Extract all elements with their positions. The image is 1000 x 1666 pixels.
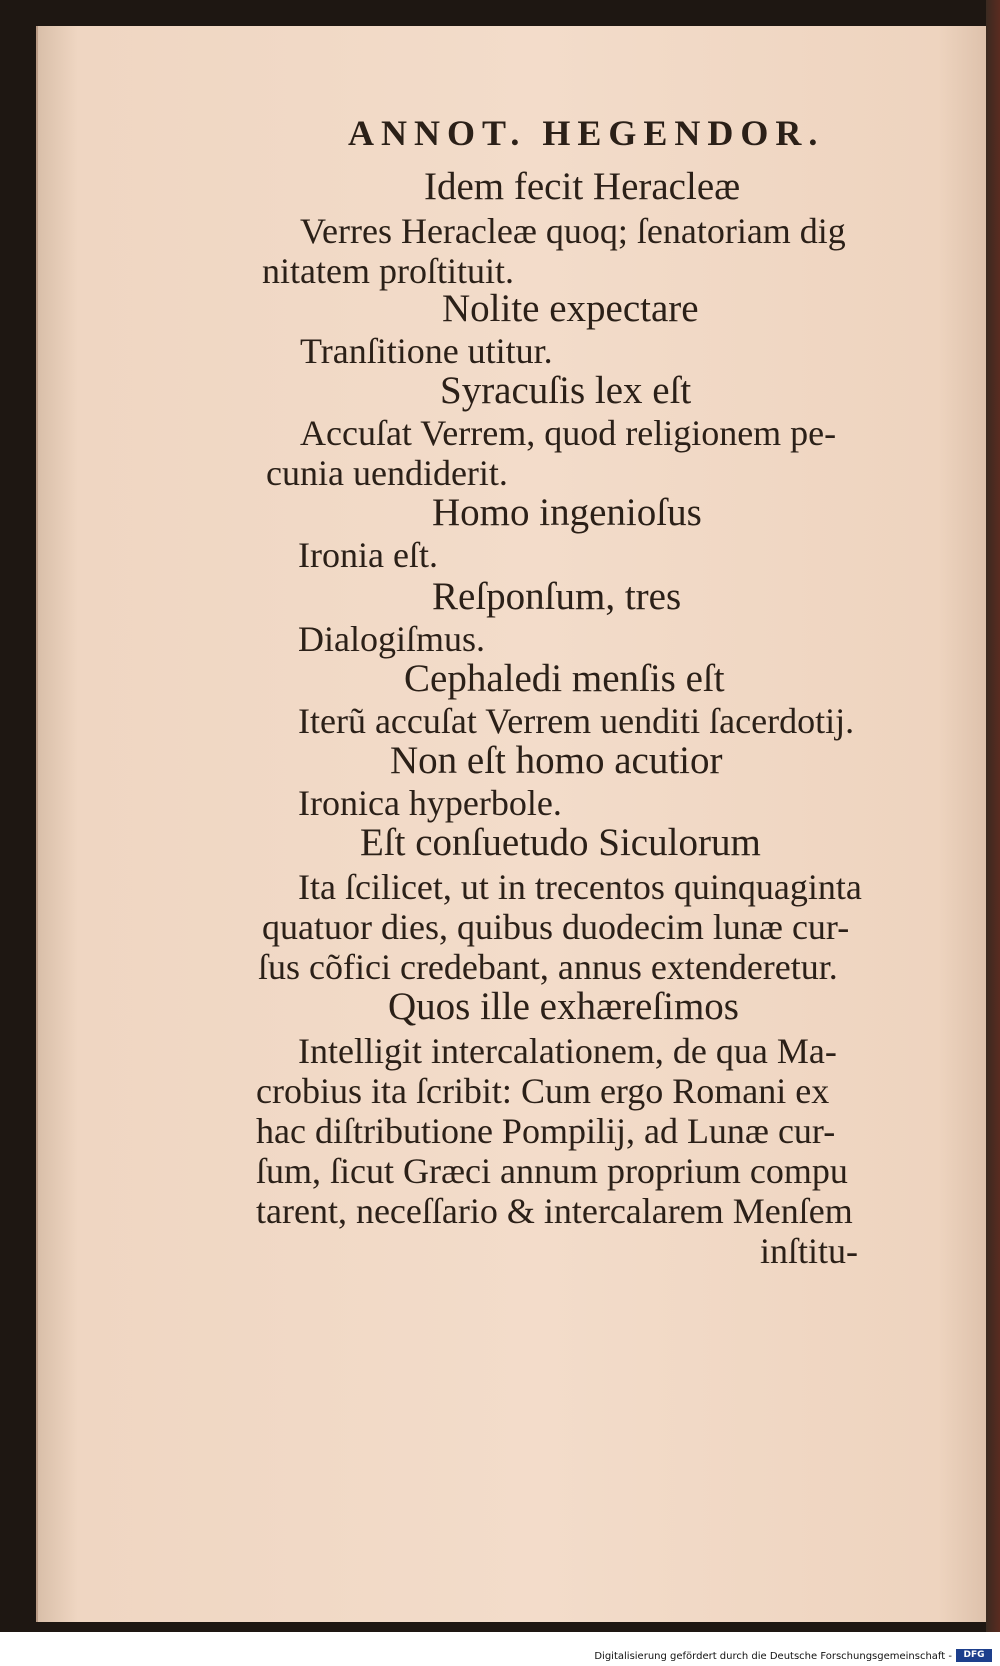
lemma-9: Quos ille exhæreſimos: [388, 985, 739, 1028]
body-line: Dialogiſmus.: [298, 619, 485, 659]
body-line: Accuſat Verrem, quod religionem pe-: [300, 413, 837, 453]
lemma-7: Non eſt homo acutior: [390, 739, 723, 782]
body-line: ſus cõfici credebant, annus extenderetur.: [258, 947, 838, 987]
running-head: ANNOT. HEGENDOR.: [348, 113, 825, 153]
body-line: Ita ſcilicet, ut in trecentos quinquaginta: [298, 867, 862, 907]
body-line: Verres Heracleæ quoq; ſenatoriam dig: [300, 211, 846, 251]
funding-credit: Digitalisierung gefördert durch die Deutsche Forschungsgemeinschaft -: [594, 1651, 952, 1662]
body-line: ſum, ſicut Græci annum proprium compu: [256, 1151, 848, 1191]
lemma-1: Idem fecit Heracleæ: [424, 165, 741, 208]
body-line: nitatem proſtituit.: [262, 251, 514, 291]
body-line: Ironica hyperbole.: [298, 783, 562, 823]
body-line: cunia uendiderit.: [266, 453, 508, 493]
body-line: Intelligit intercalationem, de qua Ma-: [298, 1031, 837, 1071]
body-line: tarent, neceſſario & intercalarem Menſem: [256, 1191, 853, 1231]
lemma-8: Eſt conſuetudo Siculorum: [360, 821, 761, 864]
body-line: Iterũ accuſat Verrem uenditi ſacerdotij.: [298, 701, 855, 741]
body-line: Ironia eſt.: [298, 535, 438, 575]
lemma-4: Homo ingenioſus: [432, 491, 702, 534]
lemma-5: Reſponſum, tres: [432, 575, 682, 618]
catchword: inſtitu-: [760, 1231, 858, 1271]
lemma-6: Cephaledi menſis eſt: [404, 657, 725, 700]
body-line: quatuor dies, quibus duodecim lunæ cur-: [262, 907, 850, 947]
body-line: crobius ita ſcribit: Cum ergo Romani ex: [256, 1071, 830, 1111]
body-line: hac diſtributione Pompilij, ad Lunæ cur-: [256, 1111, 836, 1151]
lemma-2: Nolite expectare: [442, 287, 699, 330]
dfg-logo-icon: DFG: [956, 1649, 992, 1662]
body-line: Tranſitione utitur.: [300, 331, 553, 371]
lemma-3: Syracuſis lex eſt: [440, 369, 692, 412]
